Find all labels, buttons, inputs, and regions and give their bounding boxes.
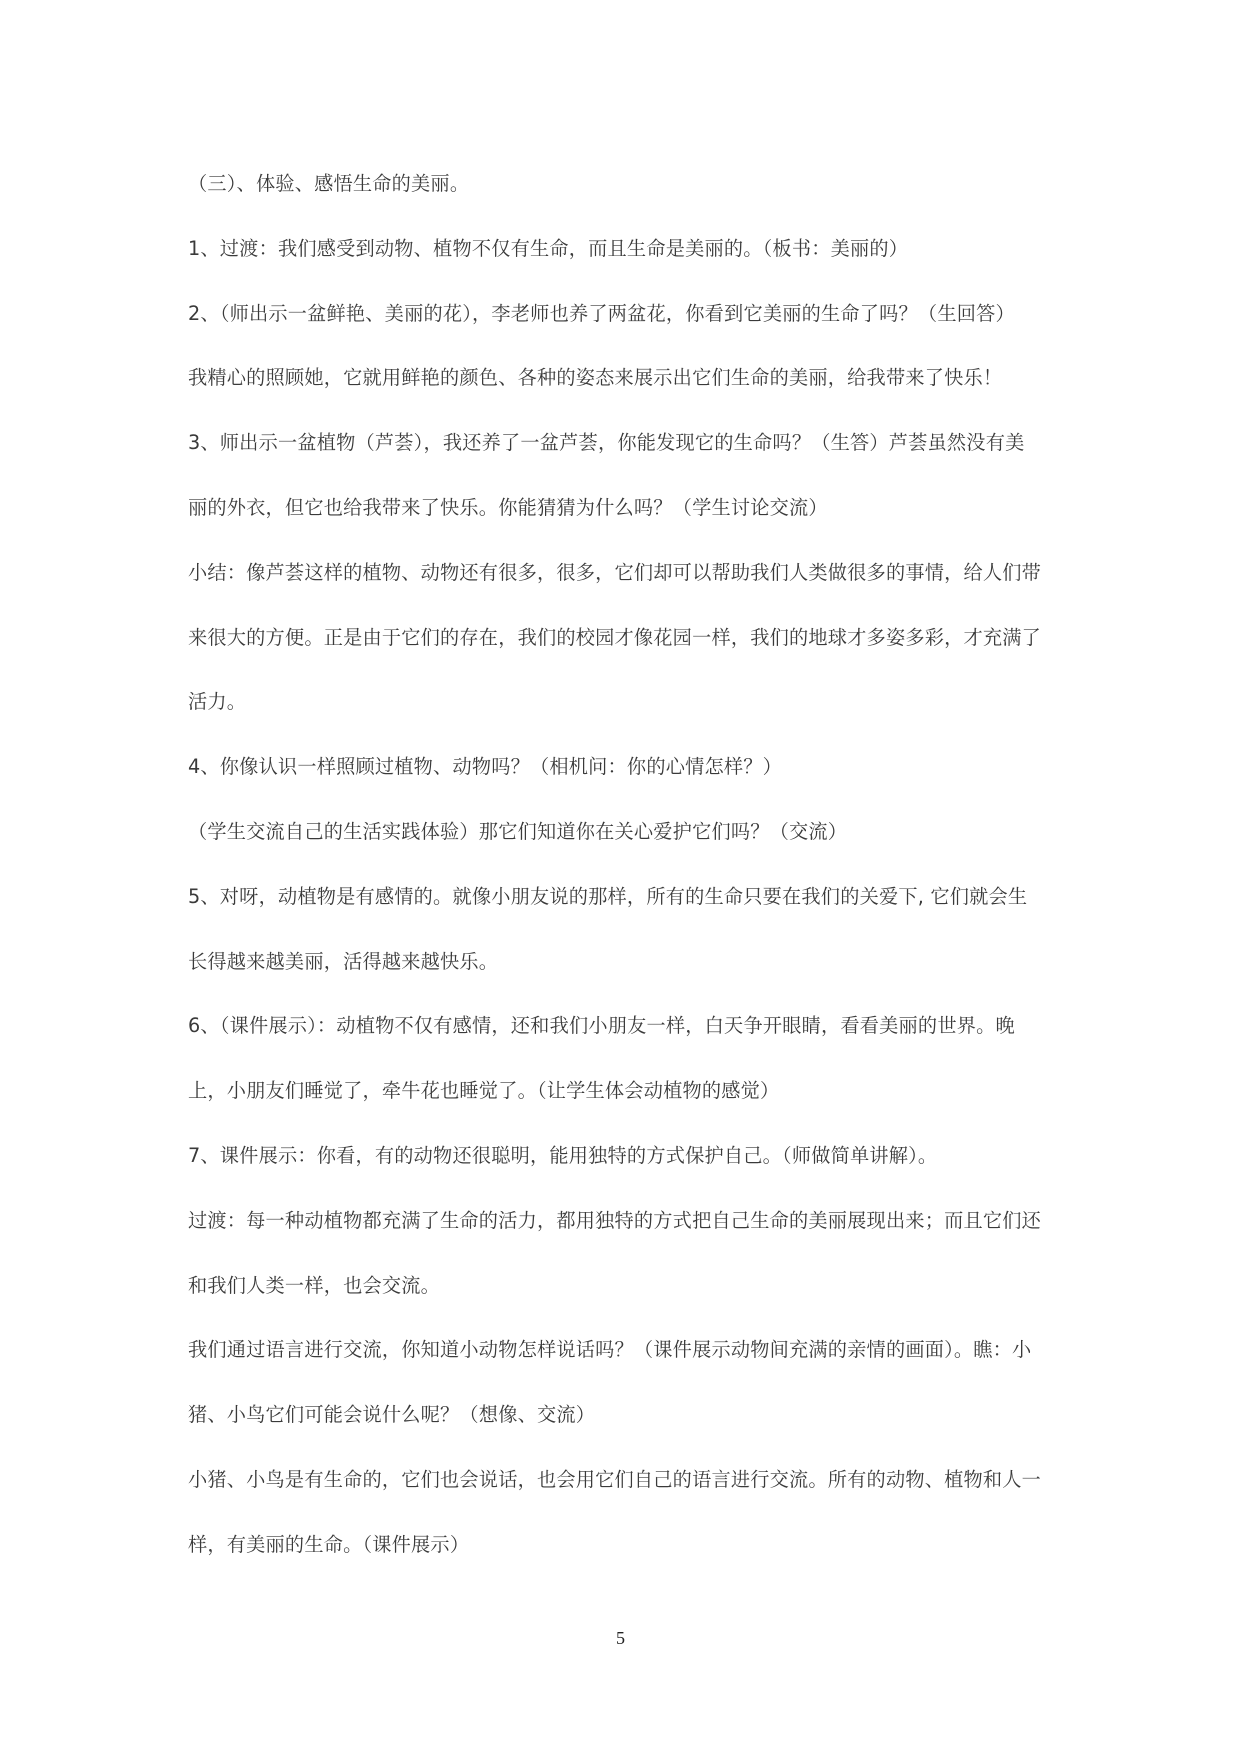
text-line: 上，小朋友们睡觉了，牵牛花也睡觉了。（让学生体会动植物的感觉）: [188, 1079, 780, 1103]
text-line: 3、师出示一盆植物（芦荟），我还养了一盆芦荟，你能发现它的生命吗？（生答）芦荟虽然没有美: [188, 431, 1025, 455]
text-line: 我们通过语言进行交流，你知道小动物怎样说话吗？（课件展示动物间充满的亲情的画面）。瞧：小: [188, 1338, 1032, 1362]
text-line: 6、（课件展示）：动植物不仅有感情，还和我们小朋友一样，白天争开眼睛，看看美丽的世界。晚: [188, 1014, 1015, 1038]
text-line: 2、（师出示一盆鲜艳、美丽的花），李老师也养了两盆花，你看到它美丽的生命了吗？（生回答）: [188, 301, 1015, 325]
text-line: 活力。: [188, 690, 247, 714]
text-line: 样，有美丽的生命。（课件展示）: [188, 1532, 470, 1556]
text-line: 丽的外衣，但它也给我带来了快乐。你能猜猜为什么吗？（学生讨论交流）: [188, 495, 828, 519]
text-line: 1、过渡：我们感受到动物、植物不仅有生命，而且生命是美丽的。（板书：美丽的）: [188, 236, 909, 260]
text-line: 5、对呀，动植物是有感情的。就像小朋友说的那样，所有的生命只要在我们的关爱下, 它们就会生: [188, 884, 1028, 908]
text-line: 和我们人类一样，也会交流。: [188, 1273, 441, 1297]
text-line: 长得越来越美丽，活得越来越快乐。: [188, 949, 499, 973]
text-line: 小结：像芦荟这样的植物、动物还有很多，很多，它们却可以帮助我们人类做很多的事情，给人们带: [188, 560, 1042, 584]
text-line: 小猪、小鸟是有生命的，它们也会说话，也会用它们自己的语言进行交流。所有的动物、植物和人一: [188, 1467, 1042, 1491]
text-line: 来很大的方便。正是由于它们的存在，我们的校园才像花园一样，我们的地球才多姿多彩，才充满了: [188, 625, 1042, 649]
page-number: 5: [616, 1628, 625, 1648]
text-line: 4、你像认识一样照顾过植物、动物吗？（相机问：你的心情怎样？）: [188, 755, 783, 779]
section-heading: （三）、体验、感悟生命的美丽。: [188, 172, 470, 195]
body-text: [188, 152, 1188, 1578]
text-line: 过渡：每一种动植物都充满了生命的活力，都用独特的方式把自己生命的美丽展现出来；而且它们还: [188, 1208, 1042, 1232]
text-line: （学生交流自己的生活实践体验）那它们知道你在关心爱护它们吗？（交流）: [188, 819, 848, 843]
text-line: 我精心的照顾她，它就用鲜艳的颜色、各种的姿态来展示出它们生命的美丽，给我带来了快乐！: [188, 366, 1003, 390]
text-line: 猪、小鸟它们可能会说什么呢？（想像、交流）: [188, 1403, 596, 1427]
text-line: 7、课件展示：你看，有的动物还很聪明，能用独特的方式保护自己。（师做简单讲解）。: [188, 1143, 938, 1167]
